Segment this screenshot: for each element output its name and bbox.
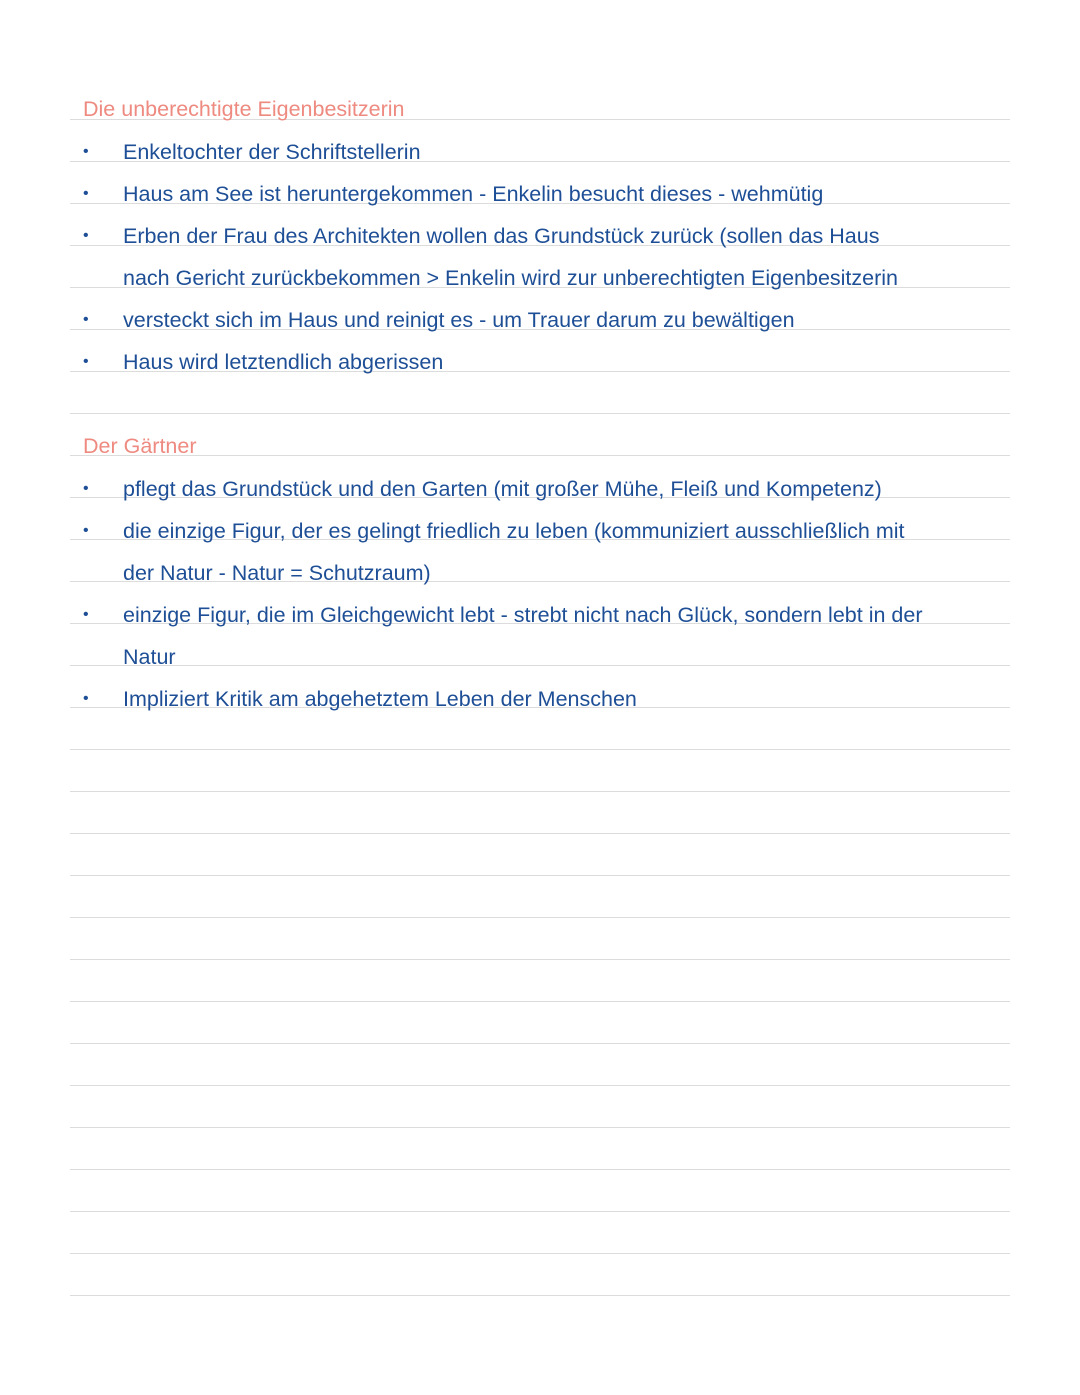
ruled-line xyxy=(70,665,1010,666)
ruled-line xyxy=(70,1001,1010,1002)
ruled-line xyxy=(70,875,1010,876)
bullet-icon: • xyxy=(83,227,89,244)
list-item: pflegt das Grundstück und den Garten (mit großer Mühe, Fleiß und Kompetenz) xyxy=(123,477,882,501)
bullet-icon: • xyxy=(83,143,89,160)
ruled-line xyxy=(70,1295,1010,1296)
ruled-line xyxy=(70,791,1010,792)
bullet-icon: • xyxy=(83,522,89,539)
ruled-line xyxy=(70,1085,1010,1086)
ruled-line xyxy=(70,1043,1010,1044)
list-item: Impliziert Kritik am abgehetztem Leben der Menschen xyxy=(123,687,637,711)
ruled-line xyxy=(70,833,1010,834)
list-item: versteckt sich im Haus und reinigt es - um Trauer darum zu bewältigen xyxy=(123,308,795,332)
list-item: Haus wird letztendlich abgerissen xyxy=(123,350,444,374)
list-item: die einzige Figur, der es gelingt friedlich zu leben (kommuniziert ausschließlich mit xyxy=(123,519,905,543)
ruled-line xyxy=(70,455,1010,456)
ruled-line xyxy=(70,749,1010,750)
ruled-line xyxy=(70,1253,1010,1254)
ruled-line xyxy=(70,1169,1010,1170)
bullet-icon: • xyxy=(83,353,89,370)
section-heading-eigenbesitzerin: Die unberechtigte Eigenbesitzerin xyxy=(83,97,405,121)
list-item: Erben der Frau des Architekten wollen das Grundstück zurück (sollen das Haus xyxy=(123,224,880,248)
ruled-line xyxy=(70,917,1010,918)
ruled-line xyxy=(70,1127,1010,1128)
ruled-line xyxy=(70,413,1010,414)
list-item: Haus am See ist heruntergekommen - Enkelin besucht dieses - wehmütig xyxy=(123,182,824,206)
list-item-continuation: nach Gericht zurückbekommen > Enkelin wird zur unberechtigten Eigenbesitzerin xyxy=(123,266,898,290)
list-item-continuation: Natur xyxy=(123,645,176,669)
bullet-icon: • xyxy=(83,185,89,202)
bullet-icon: • xyxy=(83,480,89,497)
ruled-line xyxy=(70,1211,1010,1212)
ruled-line xyxy=(70,959,1010,960)
bullet-icon: • xyxy=(83,606,89,623)
list-item: einzige Figur, die im Gleichgewicht lebt - strebt nicht nach Glück, sondern lebt in der xyxy=(123,603,923,627)
bullet-icon: • xyxy=(83,690,89,707)
bullet-icon: • xyxy=(83,311,89,328)
list-item: Enkeltochter der Schriftstellerin xyxy=(123,140,421,164)
section-heading-gaertner: Der Gärtner xyxy=(83,434,197,458)
list-item-continuation: der Natur - Natur = Schutzraum) xyxy=(123,561,431,585)
